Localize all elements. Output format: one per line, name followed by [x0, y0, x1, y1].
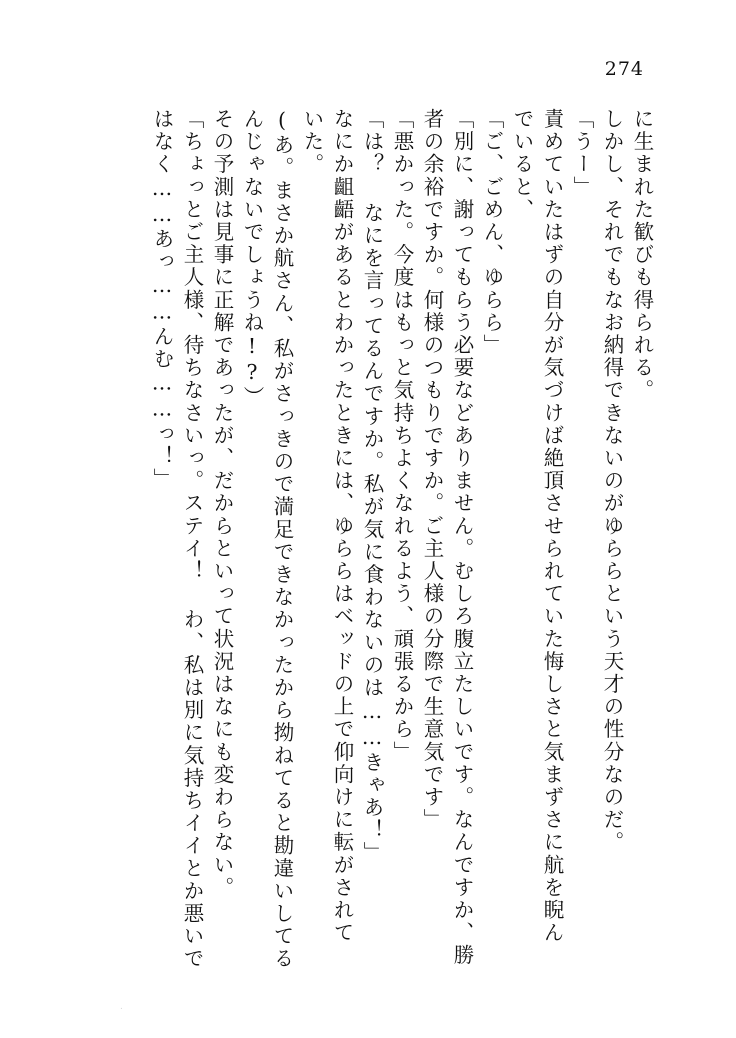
- text-line: はなく……あっ……んむ……っ！」: [150, 108, 174, 491]
- text-line: に生まれた歓びも得られる。: [630, 108, 654, 402]
- text-line: 「うー」: [570, 108, 594, 199]
- text-line: いた。: [300, 108, 324, 176]
- footer-mark: .: [120, 1002, 123, 1012]
- text-line: その予測は見事に正解であったが、だからといって状況はなにも変わらない。: [210, 108, 234, 899]
- text-line: 者の余裕ですか。何様のつもりですか。ご主人様の分際で生意気です」: [420, 108, 444, 832]
- text-line: しかし、それでもなお納得できないのがゆららという天才の性分なのだ。: [600, 108, 624, 854]
- text-line: (あ。まさか航さん、私がさっきので満足できなかったから拗ねてると勘違いしてる: [270, 108, 294, 971]
- vertical-text-body: [92, 108, 654, 971]
- text-line: 「悪かった。今度はもっと気持ちよくなれるよう、頑張るから」: [390, 108, 414, 764]
- text-line: 「ちょっとご主人様、待ちなさいっ。ステイ！ わ、私は別に気持ちイイとか悪いで: [180, 108, 204, 971]
- text-line: んじゃないでしょうね!?）: [240, 108, 264, 409]
- text-line: 責めていたはずの自分が気づけば絶頂させられていた悔しさと気まずさに航を睨ん: [540, 108, 564, 945]
- page-number: 274: [604, 58, 644, 80]
- text-line: 「別に、謝ってもらう必要などありません。むしろ腹立たしいです。なんですか、勝: [450, 108, 474, 967]
- text-line: なにか齟齬があるとわかったときには、ゆららはベッドの上で仰向けに転がされて: [330, 108, 354, 945]
- text-line: 「は？ なにを言ってるんですか。私が気に食わないのは……きゃあ！」: [360, 108, 384, 865]
- text-line: でいると、: [510, 108, 534, 221]
- text-line: 「ご、ごめん、ゆらら」: [480, 108, 504, 357]
